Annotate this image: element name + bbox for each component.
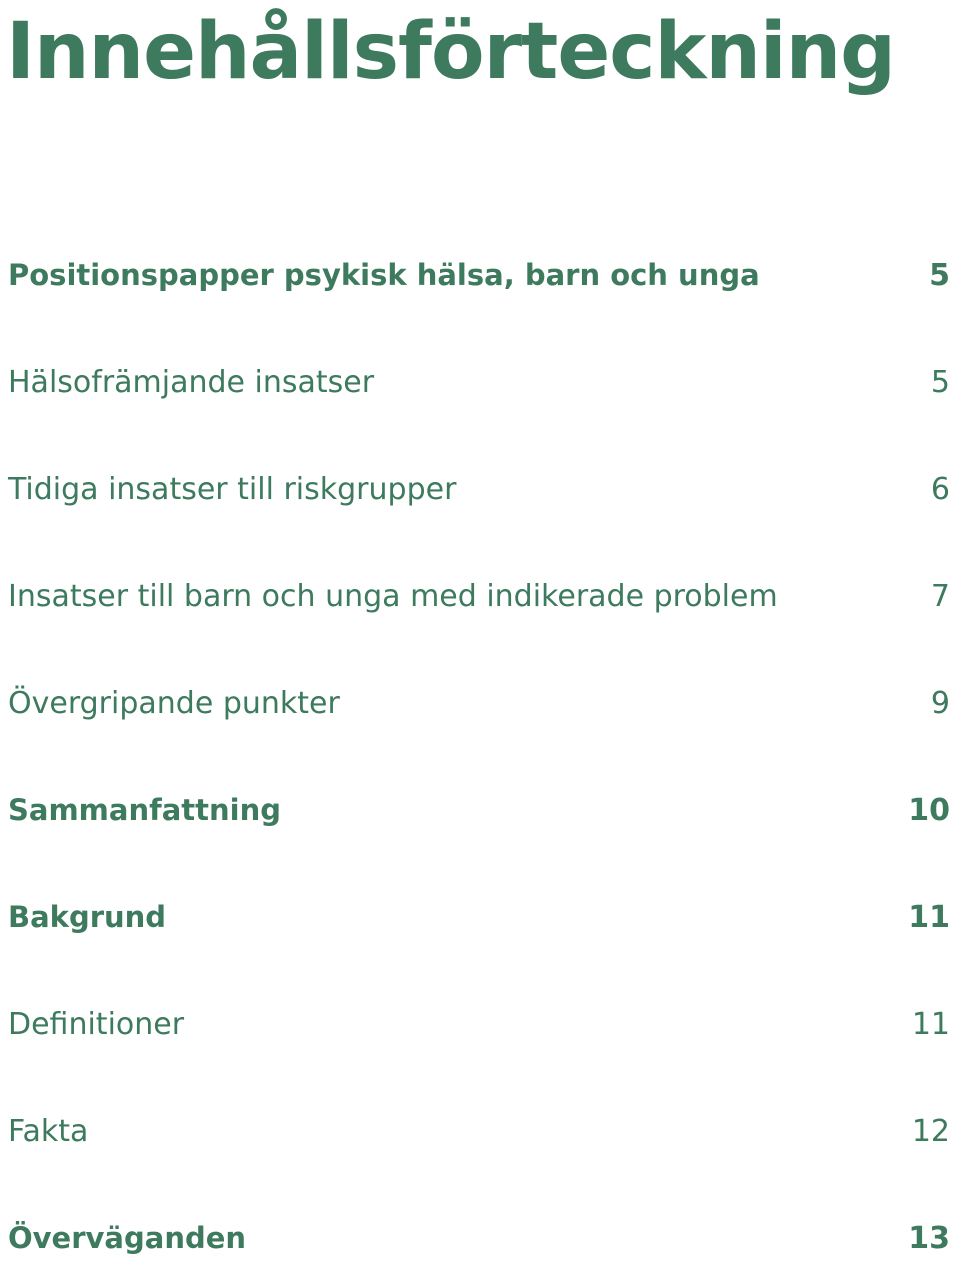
toc-entry-title: Fakta: [8, 1113, 89, 1149]
toc-entry-tidiga-insatser[interactable]: [8, 464, 950, 514]
toc-entry-definitioner[interactable]: [8, 999, 950, 1049]
toc-entry-positionspapper[interactable]: [8, 250, 950, 300]
toc-entry-title: Definitioner: [8, 1006, 185, 1042]
toc-entry-indikerade-problem[interactable]: [8, 571, 950, 621]
toc-entry-page: 5: [930, 364, 950, 400]
toc-entry-page: 11: [908, 899, 950, 935]
toc-entry-title: Insatser till barn och unga med indikerade problem: [8, 578, 778, 614]
toc-entry-title: Hälsofrämjande insatser: [8, 364, 375, 400]
toc-entry-title: Bakgrund: [8, 900, 167, 934]
toc-entry-title: Överväganden: [8, 1221, 247, 1255]
toc-entry-bakgrund[interactable]: [8, 892, 950, 942]
toc-entry-title: Övergripande punkter: [8, 685, 340, 721]
toc-entry-title: Sammanfattning: [8, 793, 282, 827]
toc-entry-page: 6: [930, 471, 950, 507]
toc-entry-overvaganden[interactable]: [8, 1213, 950, 1263]
toc-entry-page: 5: [929, 257, 950, 293]
toc-entry-page: 9: [930, 685, 950, 721]
toc-entry-page: 13: [908, 1220, 950, 1256]
toc-entry-title: Tidiga insatser till riskgrupper: [8, 471, 457, 507]
toc-entry-overgripande[interactable]: [8, 678, 950, 728]
page-title: Innehållsförteckning: [6, 7, 895, 97]
toc-entry-page: 11: [911, 1006, 950, 1042]
toc-entry-halsoframjande[interactable]: [8, 357, 950, 407]
toc-entry-sammanfattning[interactable]: [8, 785, 950, 835]
toc-entry-page: 10: [908, 792, 950, 828]
toc-entry-page: 7: [930, 578, 950, 614]
toc-entry-fakta[interactable]: [8, 1106, 950, 1156]
toc-entry-page: 12: [911, 1113, 950, 1149]
toc-entry-title: Positionspapper psykisk hälsa, barn och unga: [8, 258, 760, 292]
